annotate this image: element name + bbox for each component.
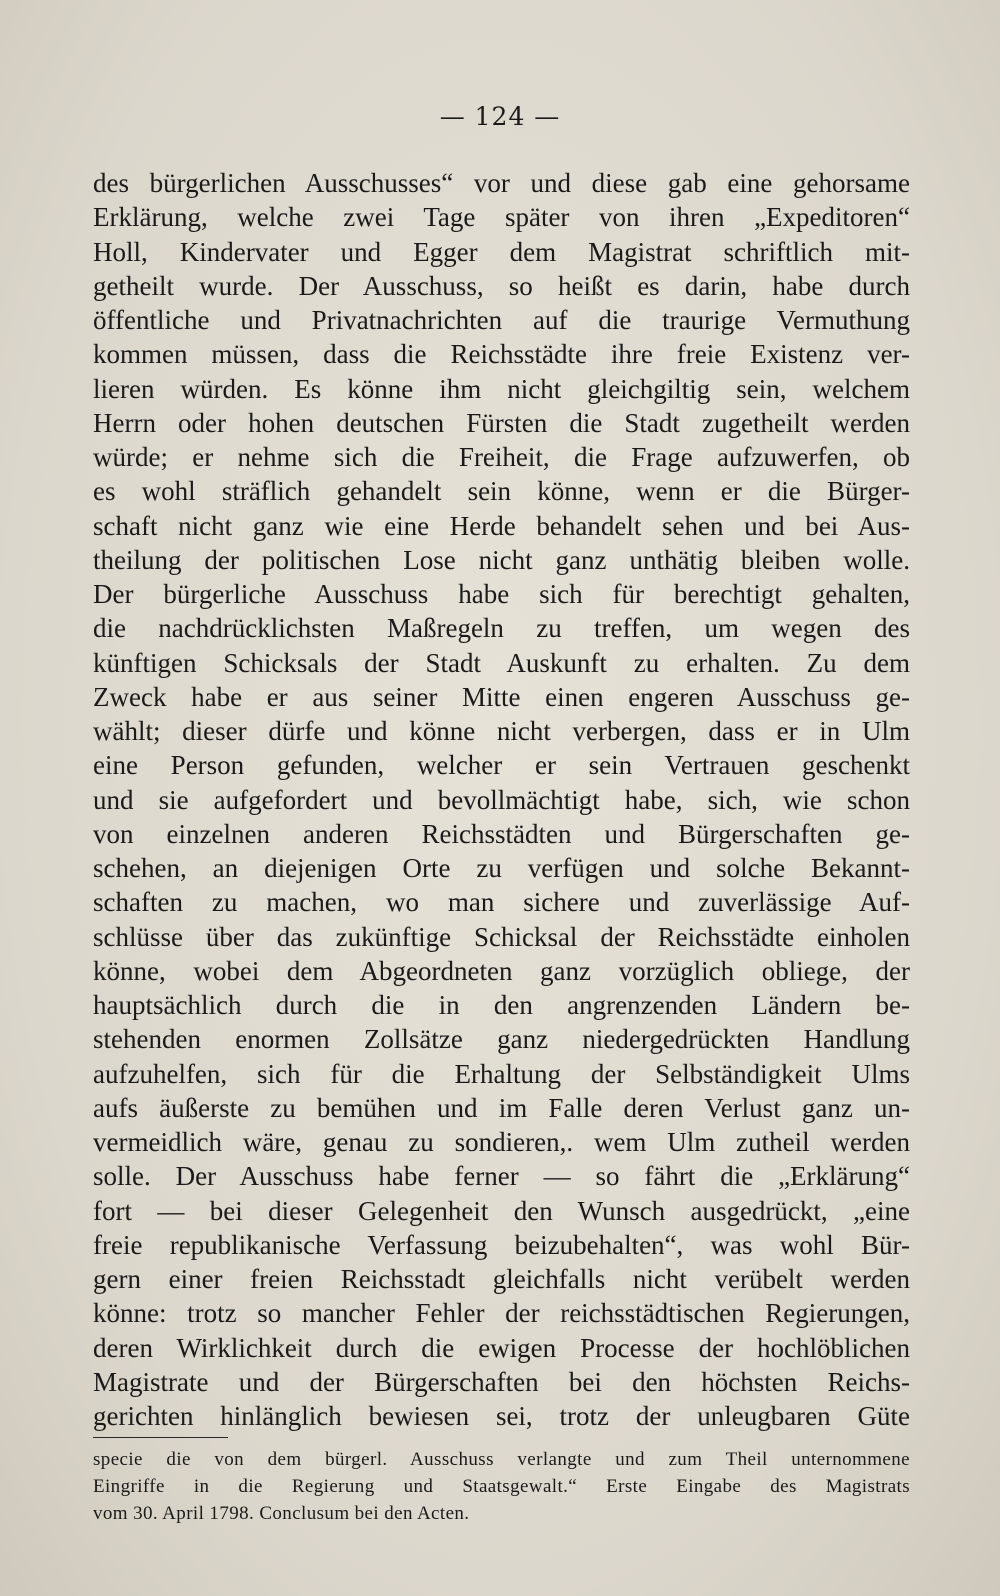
text-line: freie republikanische Verfassung beizubehalten“, was wohl Bür- — [93, 1229, 910, 1260]
text-line: Holl, Kindervater und Egger dem Magistrat schriftlich mit- — [93, 236, 910, 267]
text-line: stehenden enormen Zollsätze ganz niedergedrückten Handlung — [93, 1024, 910, 1055]
text-line: gerichten hinlänglich bewiesen sei, trotz der unleugbaren Güte — [93, 1401, 910, 1431]
text-line: künftigen Schicksals der Stadt Auskunft zu erhalten. Zu dem — [93, 647, 910, 678]
text-line: könne: trotz so mancher Fehler der reichsstädtischen Regierungen, — [93, 1298, 910, 1329]
text-line: deren Wirklichkeit durch die ewigen Processe der hochlöblichen — [93, 1332, 910, 1363]
text-line: Herrn oder hohen deutschen Fürsten die Stadt zugetheilt werden — [93, 407, 910, 438]
footnote-rule — [93, 1437, 228, 1438]
text-line: schaft nicht ganz wie eine Herde behandelt sehen und bei Aus- — [93, 510, 910, 541]
footnote-line: specie die von dem bürgerl. Ausschuss verlangte und zum Theil unternommene — [93, 1449, 910, 1470]
text-line: aufzuhelfen, sich für die Erhaltung der Selbständigkeit Ulms — [93, 1058, 910, 1089]
text-line: öffentliche und Privatnachrichten auf die traurige Vermuthung — [93, 305, 910, 335]
text-line: Erklärung, welche zwei Tage später von ihren „Expeditoren“ — [93, 202, 910, 233]
text-line: schehen, an diejenigen Orte zu verfügen und solche Bekannt- — [93, 853, 910, 883]
page-number: — 124 — — [439, 102, 561, 131]
text-line: theilung der politischen Lose nicht ganz unthätig bleiben wolle. — [93, 544, 910, 575]
text-line: könne, wobei dem Abgeordneten ganz vorzüglich obliege, der — [93, 955, 910, 986]
text-line: aufs äußerste zu bemühen und im Falle deren Verlust ganz un- — [93, 1092, 910, 1123]
text-line: schlüsse über das zukünftige Schicksal der Reichsstädte einholen — [93, 921, 910, 952]
text-line: schaften zu machen, wo man sichere und zuverlässige Auf- — [93, 887, 910, 918]
text-line: die nachdrücklichsten Maßregeln zu treffen, um wegen des — [93, 613, 910, 644]
text-line: solle. Der Ausschuss habe ferner — so fährt die „Erklärung“ — [93, 1161, 910, 1192]
text-line: hauptsächlich durch die in den angrenzenden Ländern be- — [93, 990, 910, 1020]
text-line: gern einer freien Reichsstadt gleichfalls nicht verübelt werden — [93, 1264, 910, 1294]
text-line: fort — bei dieser Gelegenheit den Wunsch ausgedrückt, „eine — [93, 1195, 910, 1226]
text-line: Zweck habe er aus seiner Mitte einen engeren Ausschuss ge- — [93, 681, 910, 712]
footnote — [93, 1446, 910, 1527]
text-line: Magistrate und der Bürgerschaften bei den höchsten Reichs- — [93, 1366, 910, 1397]
text-line: lieren würden. Es könne ihm nicht gleichgiltig sein, welchem — [93, 373, 910, 404]
text-line: eine Person gefunden, welcher er sein Vertrauen geschenkt — [93, 750, 910, 781]
text-line: würde; er nehme sich die Freiheit, die Frage aufzuwerfen, ob — [93, 442, 910, 472]
footnote-line: Eingriffe in die Regierung und Staatsgewalt.“ Erste Eingabe des Magistrats — [93, 1476, 910, 1497]
text-line: und sie aufgefordert und bevollmächtigt habe, sich, wie schon — [93, 784, 910, 815]
text-line: wählt; dieser dürfe und könne nicht verbergen, dass er in Ulm — [93, 716, 910, 746]
body-text — [93, 166, 910, 1433]
footnote-line: vom 30. April 1798. Conclusum bei den Acten. — [93, 1503, 470, 1524]
text-line: getheilt wurde. Der Ausschuss, so heißt es darin, habe durch — [93, 270, 910, 301]
text-line: Der bürgerliche Ausschuss habe sich für berechtigt gehalten, — [93, 579, 910, 609]
text-line: vermeidlich wäre, genau zu sondieren,. wem Ulm zutheil werden — [93, 1127, 910, 1157]
text-line: des bürgerlichen Ausschusses“ vor und diese gab eine gehorsame — [93, 168, 910, 198]
text-line: kommen müssen, dass die Reichsstädte ihre freie Existenz ver- — [93, 339, 910, 370]
text-line: es wohl sträflich gehandelt sein könne, wenn er die Bürger- — [93, 476, 910, 507]
text-line: von einzelnen anderen Reichsstädten und Bürgerschaften ge- — [93, 818, 910, 849]
